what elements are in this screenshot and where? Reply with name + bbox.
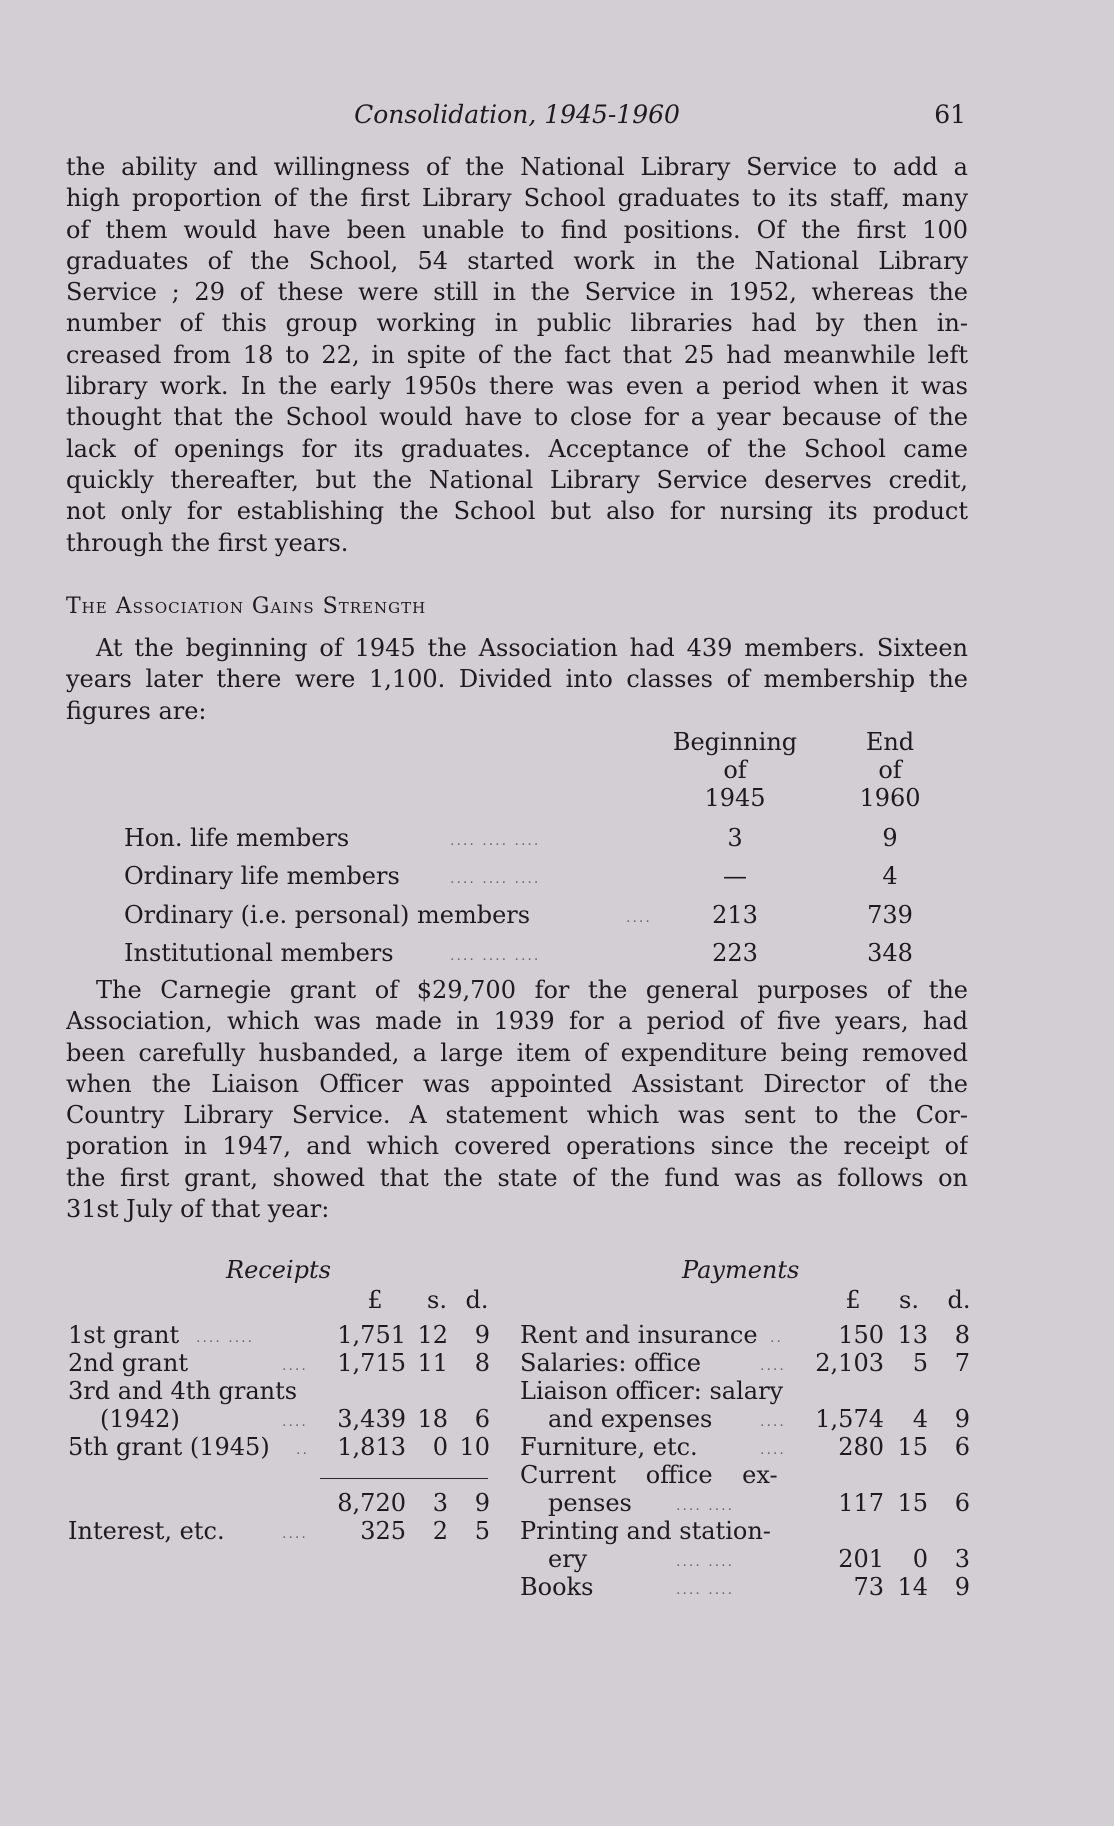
row-label: penses — [548, 1489, 632, 1517]
value-1960: 739 — [867, 901, 913, 929]
amount-pounds: 280 — [838, 1433, 884, 1461]
chapter-title: Consolidation, 1945-1960 — [354, 100, 680, 129]
text-line: At the beginning of 1945 the Association had 439 members. Sixteen — [96, 634, 968, 662]
amount-pence: 8 — [954, 1321, 970, 1349]
row-label: 2nd grant — [68, 1349, 188, 1377]
unit-shillings: s. — [427, 1286, 447, 1314]
amount-shillings: 15 — [897, 1489, 928, 1517]
amount-pence: 10 — [459, 1433, 490, 1461]
leader-dots: .... .... — [676, 1582, 735, 1598]
unit-pence: d. — [465, 1286, 489, 1314]
running-header — [66, 100, 968, 136]
value-1945: 3 — [727, 824, 743, 852]
text-line: the ability and willingness of the National Library Service to add a — [66, 153, 968, 181]
unit-pounds: £ — [367, 1286, 383, 1314]
row-label: Salaries: office — [520, 1349, 701, 1377]
amount-pence: 3 — [954, 1545, 970, 1573]
row-label: Rent and insurance — [520, 1321, 758, 1349]
leader-dots: .... — [282, 1358, 308, 1374]
amount-shillings: 14 — [897, 1573, 928, 1601]
column-header-line: 1945 — [704, 784, 766, 812]
amount-pounds: 1,715 — [337, 1349, 406, 1377]
amount-shillings: 0 — [912, 1545, 928, 1573]
amount-shillings: 18 — [417, 1405, 448, 1433]
leader-dots: .... — [282, 1526, 308, 1542]
text-line: been carefully husbanded, a large item of expenditure being removed — [66, 1038, 968, 1067]
amount-pence: 5 — [474, 1517, 490, 1545]
amount-pounds: 150 — [838, 1321, 884, 1349]
row-label: Liaison officer: salary — [520, 1377, 784, 1405]
receipts-title: Receipts — [226, 1256, 331, 1284]
text-line: years later there were 1,100. Divided into classes of membership the — [66, 665, 968, 694]
unit-pounds: £ — [845, 1286, 861, 1314]
text-line: number of this group working in public libraries had by then in- — [66, 309, 968, 338]
row-label: and expenses — [548, 1405, 713, 1433]
row-label: Hon. life members — [124, 824, 350, 852]
leader-dots: .... .... — [676, 1554, 735, 1570]
amount-shillings: 5 — [912, 1349, 928, 1377]
row-label: Interest, etc. — [68, 1517, 225, 1545]
leader-dots: .. — [296, 1442, 309, 1458]
amount-shillings: 13 — [897, 1321, 928, 1349]
amount-pence: 9 — [954, 1573, 970, 1601]
amount-pence: 9 — [474, 1489, 490, 1517]
unit-pence: d. — [947, 1286, 971, 1314]
amount-pence: 8 — [474, 1349, 490, 1377]
column-header-line: of — [723, 756, 747, 784]
amount-pence: 7 — [954, 1349, 970, 1377]
row-label: Ordinary (i.e. personal) members — [124, 901, 531, 929]
column-header-line: of — [878, 756, 902, 784]
amount-pence: 9 — [954, 1405, 970, 1433]
row-label: Ordinary life members — [124, 862, 400, 890]
amount-pounds: 117 — [838, 1489, 884, 1517]
amount-pounds: 73 — [853, 1573, 884, 1601]
text-line: Country Library Service. A statement which was sent to the Cor- — [66, 1101, 968, 1130]
leader-dots: .... .... — [676, 1498, 735, 1514]
amount-pounds: 8,720 — [337, 1489, 406, 1517]
leader-dots: .... — [626, 910, 652, 926]
value-1960: 9 — [882, 824, 898, 852]
leader-dots: .... .... .... — [450, 871, 541, 887]
text-line: Service ; 29 of these were still in the Service in 1952, whereas the — [66, 278, 968, 307]
row-label: Books — [520, 1573, 594, 1601]
leader-dots: .... — [760, 1414, 786, 1430]
value-1945: 213 — [712, 901, 758, 929]
text-line: 31st July of that year: — [66, 1195, 330, 1224]
row-label: Furniture, etc. — [520, 1433, 698, 1461]
column-header-line: Beginning — [672, 728, 798, 756]
text-line: through the first years. — [66, 528, 349, 557]
section-heading: The Association Gains Strength — [66, 594, 427, 619]
value-1960: 348 — [867, 939, 913, 967]
text-line: the first grant, showed that the state of the fund was as follows on — [66, 1163, 968, 1192]
column-header-line: 1960 — [859, 784, 921, 812]
amount-pence: 6 — [954, 1489, 970, 1517]
text-line: not only for establishing the School but also for nursing its product — [66, 497, 968, 526]
row-label: 3rd and 4th grants — [68, 1377, 298, 1405]
text-line: quickly thereafter, but the National Library Service deserves credit, — [66, 465, 968, 494]
row-label: ery — [548, 1545, 588, 1573]
amount-shillings: 2 — [432, 1517, 448, 1545]
amount-pounds: 201 — [838, 1545, 884, 1573]
text-line: poration in 1947, and which covered operations since the receipt of — [66, 1132, 968, 1161]
leader-dots: .... .... .... — [450, 833, 541, 849]
row-label: Institutional members — [124, 939, 394, 967]
unit-shillings: s. — [899, 1286, 919, 1314]
amount-pence: 6 — [954, 1433, 970, 1461]
text-line: The Carnegie grant of $29,700 for the general purposes of the — [96, 976, 968, 1004]
value-1945: 223 — [712, 939, 758, 967]
amount-pence: 9 — [474, 1321, 490, 1349]
text-line: creased from 18 to 22, in spite of the fact that 25 had meanwhile left — [66, 340, 968, 369]
paragraph-association — [66, 633, 968, 727]
amount-pounds: 2,103 — [815, 1349, 884, 1377]
text-line: figures are: — [66, 696, 207, 725]
text-line: lack of openings for its graduates. Acceptance of the School came — [66, 434, 968, 463]
amount-pence: 6 — [474, 1405, 490, 1433]
amount-shillings: 3 — [432, 1489, 448, 1517]
row-label: 1st grant — [68, 1321, 180, 1349]
text-line: graduates of the School, 54 started work in the National Library — [66, 246, 968, 275]
row-label: 5th grant (1945) — [68, 1433, 270, 1461]
leader-dots: .. — [770, 1330, 783, 1346]
amount-pounds: 3,439 — [337, 1405, 406, 1433]
row-label: Printing and station- — [520, 1517, 771, 1545]
amount-pounds: 1,751 — [337, 1321, 406, 1349]
amount-pounds: 325 — [360, 1517, 406, 1545]
value-1960: 4 — [882, 862, 898, 890]
column-header-line: End — [865, 728, 915, 756]
leader-dots: .... .... .... — [450, 948, 541, 964]
column-header-1945 — [660, 728, 810, 812]
leader-dots: .... — [760, 1442, 786, 1458]
text-line: of them would have been unable to find positions. Of the first 100 — [66, 215, 968, 244]
text-line: when the Liaison Officer was appointed Assistant Director of the — [66, 1069, 968, 1098]
column-header-1960 — [830, 728, 950, 812]
text-line: thought that the School would have to close for a year because of the — [66, 403, 968, 432]
page-number: 61 — [934, 100, 966, 129]
amount-shillings: 12 — [417, 1321, 448, 1349]
paragraph-carnegie-grant — [66, 975, 968, 1225]
row-label: Current office ex- — [520, 1461, 778, 1489]
text-line: high proportion of the first Library School graduates to its staff, many — [66, 184, 968, 213]
value-1945: — — [723, 862, 747, 890]
paragraph-library-school — [66, 152, 968, 559]
amount-pounds: 1,813 — [337, 1433, 406, 1461]
row-label: (1942) — [100, 1405, 180, 1433]
amount-pounds: 1,574 — [815, 1405, 884, 1433]
amount-shillings: 15 — [897, 1433, 928, 1461]
amount-shillings: 0 — [432, 1433, 448, 1461]
leader-dots: .... .... — [196, 1330, 255, 1346]
payments-title: Payments — [682, 1256, 800, 1284]
leader-dots: .... — [282, 1414, 308, 1430]
text-line: library work. In the early 1950s there was even a period when it was — [66, 372, 968, 401]
text-line: Association, which was made in 1939 for a period of five years, had — [66, 1007, 968, 1036]
subtotal-rule — [320, 1478, 488, 1479]
amount-shillings: 4 — [912, 1405, 928, 1433]
leader-dots: .... — [760, 1358, 786, 1374]
amount-shillings: 11 — [417, 1349, 448, 1377]
